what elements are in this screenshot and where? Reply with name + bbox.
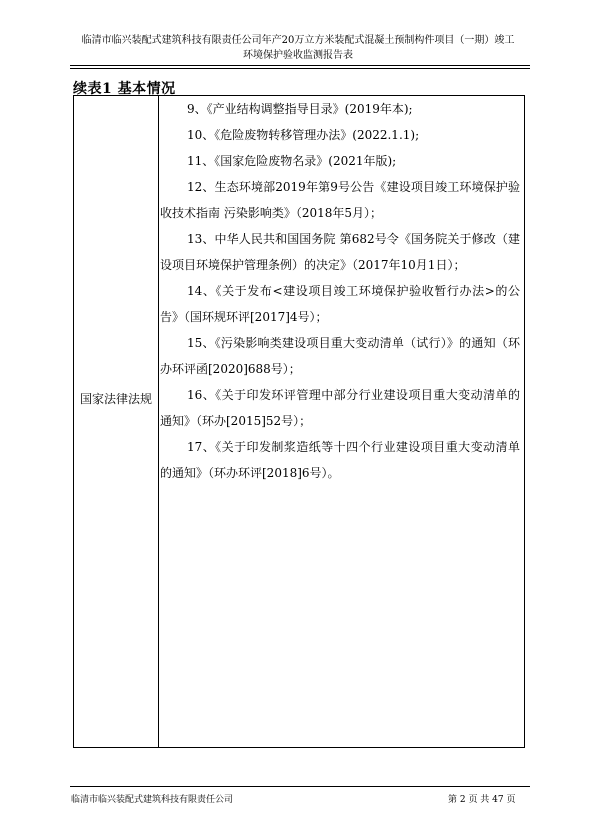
table-column-divider — [158, 96, 159, 747]
regulation-item-11: 11、《国家危险废物名录》(2021年版); — [187, 154, 397, 168]
section-title: 续表1 基本情况 — [73, 81, 176, 97]
regulation-item-17: 17、《关于印发制浆造纸等十四个行业建设项目重大变动清单的通知》（环办环评[2018]6号）。 — [160, 440, 520, 480]
header-divider-secondary — [70, 68, 530, 69]
basic-info-table — [73, 95, 525, 748]
regulation-item-14: 14、《关于发布<建设项目竣工环境保护验收暂行办法>的公告》（国环规环评[2017]4号）； — [160, 284, 520, 324]
regulation-item-16: 16、《关于印发环评管理中部分行业建设项目重大变动清单的通知》（环办[2015]52号）； — [160, 388, 520, 428]
header-line-2: 环境保护验收监测报告表 — [243, 50, 353, 61]
table-label-cell: 国家法律法规 — [79, 392, 152, 406]
regulation-item-12: 12、生态环境部2019年第9号公告《建设项目竣工环境保护验收技术指南 污染影响类》（2018年5月）； — [160, 180, 520, 220]
table-content-cell — [160, 96, 520, 486]
regulation-item-13: 13、中华人民共和国国务院 第682号令《国务院关于修改（建设项目环境保护管理条例）的决定》（2017年10月1日）； — [160, 232, 520, 272]
report-header — [60, 33, 536, 63]
footer-company: 临清市临兴装配式建筑科技有限责任公司 — [71, 795, 234, 805]
regulation-item-15: 15、《污染影响类建设项目重大变动清单（试行）》的通知（环办环评函[2020]688号）； — [160, 336, 520, 376]
header-line-1: 临清市临兴装配式建筑科技有限责任公司年产20万立方米装配式混凝土预制构件项目（一期）竣工 — [81, 35, 515, 46]
header-divider — [70, 65, 530, 66]
footer-divider — [70, 786, 530, 787]
footer-page-number: 第 2 页 共 47 页 — [448, 795, 516, 805]
regulation-item-9: 9、《产业结构调整指导目录》(2019年本); — [187, 102, 413, 116]
regulation-item-10: 10、《危险废物转移管理办法》(2022.1.1); — [187, 128, 420, 142]
